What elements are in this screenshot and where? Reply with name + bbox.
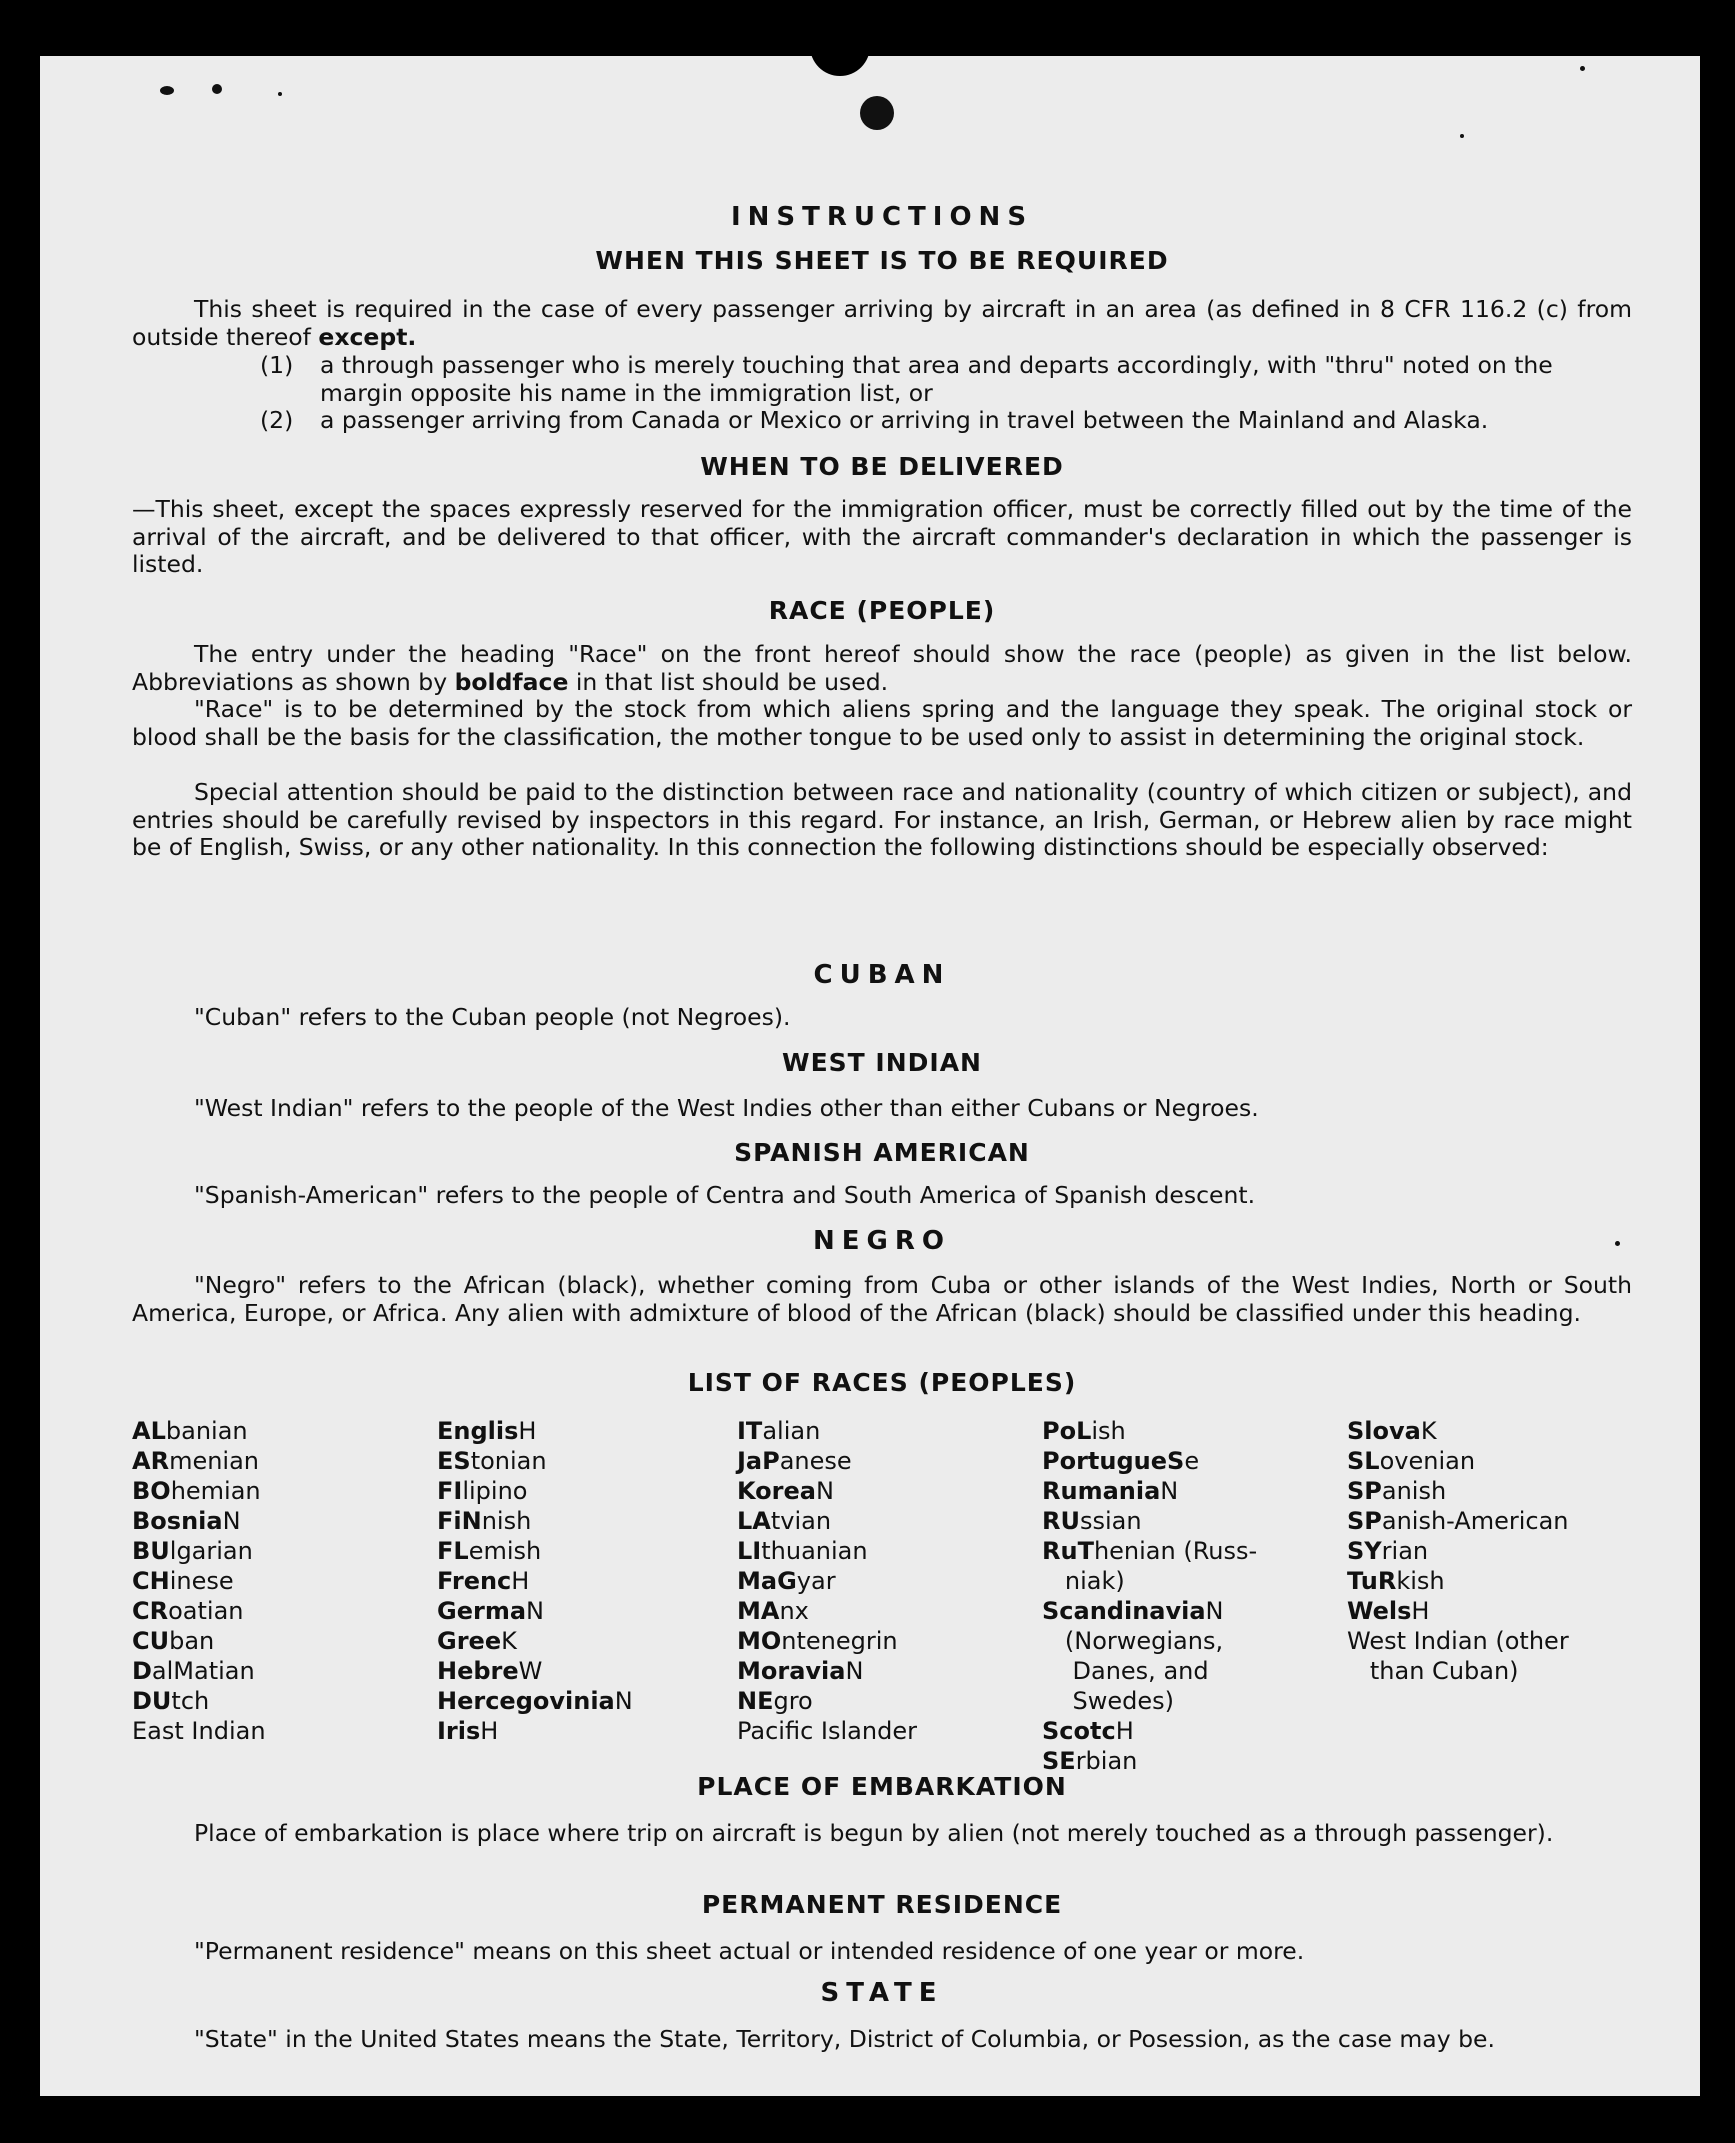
- race-list-item: [737, 1566, 917, 1596]
- race-name-rest: H: [518, 1417, 537, 1445]
- race-name-rest: banian: [165, 1417, 248, 1445]
- race-list-item: [1347, 1596, 1569, 1626]
- race-abbreviation: Gree: [437, 1627, 502, 1655]
- race-name-rest: menian: [169, 1447, 260, 1475]
- race-abbreviation: CH: [132, 1567, 170, 1595]
- race-list-item: [737, 1536, 917, 1566]
- race-name-rest: thuanian: [761, 1537, 868, 1565]
- race-list-item: [1042, 1566, 1257, 1596]
- cuban-paragraph: [132, 1004, 1632, 1032]
- race-list-item: [1347, 1656, 1569, 1686]
- race-abbreviation: PortugueS: [1042, 1447, 1185, 1475]
- race-list-item: [132, 1476, 266, 1506]
- race-abbreviation: SL: [1347, 1447, 1380, 1475]
- race-name-rest: H: [1115, 1717, 1134, 1745]
- race-p2-text: "Race" is to be determined by the stock from which aliens spring and the language they speak. The original stock or blood shall be the basis for the classification, the mother tongue to be used only to assist in determining the original stock.: [132, 695, 1632, 751]
- race-abbreviation: Korea: [737, 1477, 816, 1505]
- race-list-item: [737, 1596, 917, 1626]
- race-abbreviation: LI: [737, 1537, 762, 1565]
- race-abbreviation: FiN: [437, 1507, 482, 1535]
- race-abbreviation: SE: [1042, 1747, 1076, 1775]
- race-abbreviation: SP: [1347, 1477, 1382, 1505]
- race-name-rest: gro: [773, 1687, 813, 1715]
- race-name-rest: Danes, and: [1042, 1657, 1209, 1685]
- ink-speck: [278, 92, 282, 96]
- required-except: except.: [318, 322, 417, 351]
- race-list-item: [1347, 1626, 1569, 1656]
- race-abbreviation: RuT: [1042, 1537, 1094, 1565]
- race-abbreviation: D: [132, 1657, 152, 1685]
- section-heading-required: WHEN THIS SHEET IS TO BE REQUIRED: [595, 246, 1169, 275]
- race-abbreviation: Frenc: [437, 1567, 512, 1595]
- race-abbreviation: Hebre: [437, 1657, 519, 1685]
- race-abbreviation: AL: [132, 1417, 166, 1445]
- race-list-item: [132, 1596, 266, 1626]
- race-name-rest: ban: [169, 1627, 215, 1655]
- race-abbreviation: Moravia: [737, 1657, 846, 1685]
- section-heading-embarkation: PLACE OF EMBARKATION: [697, 1772, 1067, 1801]
- ink-speck: [212, 84, 222, 94]
- race-abbreviation: FL: [437, 1537, 469, 1565]
- race-name-rest: H: [480, 1717, 499, 1745]
- race-p1-text-end: in that list should be used.: [568, 667, 889, 696]
- race-list-item: [437, 1596, 633, 1626]
- race-list-item: [1042, 1476, 1257, 1506]
- race-column-4: [1042, 1416, 1257, 1776]
- race-abbreviation: Hercegovinia: [437, 1687, 615, 1715]
- race-name-rest: N: [845, 1657, 864, 1685]
- race-paragraph-1: [132, 641, 1632, 696]
- race-p1-text: The entry under the heading "Race" on the front hereof should show the race (people) as given in the list below. Abbreviations as shown by: [132, 640, 1632, 696]
- state-text: "State" in the United States means the State, Territory, District of Columbia, or Posession, as the case may be.: [194, 2025, 1495, 2053]
- race-list-item: [1042, 1536, 1257, 1566]
- race-name-rest: anese: [779, 1447, 852, 1475]
- required-paragraph: [132, 296, 1632, 351]
- race-list-item: [132, 1536, 266, 1566]
- section-heading-permanent-residence: PERMANENT RESIDENCE: [701, 1890, 1063, 1919]
- race-name-rest: emish: [468, 1537, 542, 1565]
- negro-text: "Negro" refers to the African (black), whether coming from Cuba or other islands of the West Indies, North or South America, Europe, or Africa. Any alien with admixture of blood of the African (black) should be classified under this heading.: [132, 1271, 1632, 1327]
- race-name-rest: W: [518, 1657, 543, 1685]
- race-name-rest: N: [526, 1597, 544, 1625]
- race-name-rest: ast Indian: [147, 1717, 266, 1745]
- race-list-item: [1042, 1506, 1257, 1536]
- race-abbreviation: MO: [737, 1627, 782, 1655]
- race-list-item: [132, 1506, 266, 1536]
- race-list-item: [737, 1476, 917, 1506]
- race-name-rest: lipino: [462, 1477, 528, 1505]
- race-column-5: [1347, 1416, 1569, 1686]
- race-name-rest: tvian: [770, 1507, 832, 1535]
- race-abbreviation: LA: [737, 1507, 771, 1535]
- race-list-item: [1347, 1416, 1569, 1446]
- race-list-item: [1042, 1686, 1257, 1716]
- race-list-item: [1042, 1416, 1257, 1446]
- race-abbreviation: AR: [132, 1447, 170, 1475]
- race-abbreviation: JaP: [737, 1447, 780, 1475]
- race-abbreviation: MA: [737, 1597, 780, 1625]
- race-name-rest: Swedes): [1042, 1687, 1175, 1715]
- race-name-rest: nx: [779, 1597, 809, 1625]
- race-name-rest: anish: [1381, 1477, 1447, 1505]
- race-abbreviation: CU: [132, 1627, 170, 1655]
- required-item-1-text: a through passenger who is merely touching that area and departs accordingly, with "thru" noted on the margin opposite his name in the immigration list, or: [320, 351, 1553, 407]
- race-list-item: [737, 1416, 917, 1446]
- required-item-2-text: a passenger arriving from Canada or Mexico or arriving in travel between the Mainland and Alaska.: [320, 406, 1489, 434]
- spanish-american-paragraph: [132, 1182, 1632, 1210]
- race-name-rest: inese: [169, 1567, 234, 1595]
- race-abbreviation: BU: [132, 1537, 170, 1565]
- race-name-rest: kish: [1396, 1567, 1445, 1595]
- race-list-item: [737, 1446, 917, 1476]
- ink-speck: [160, 86, 174, 95]
- race-list-item: [132, 1686, 266, 1716]
- race-name-rest: anish-American: [1381, 1507, 1569, 1535]
- paper-tear: [810, 56, 870, 76]
- race-list-item: [437, 1626, 633, 1656]
- race-abbreviation: DU: [132, 1687, 172, 1715]
- race-name-rest: N: [1160, 1477, 1179, 1505]
- race-abbreviation: Rumania: [1042, 1477, 1161, 1505]
- race-name-rest: (other: [1487, 1627, 1569, 1655]
- race-name-rest: K: [1420, 1417, 1437, 1445]
- race-list-item: [132, 1566, 266, 1596]
- page-title: INSTRUCTIONS: [730, 202, 1034, 232]
- race-list-item: [437, 1506, 633, 1536]
- residence-text: "Permanent residence" means on this sheet actual or intended residence of one year or more.: [194, 1937, 1305, 1965]
- race-column-2: [437, 1416, 633, 1746]
- race-name-rest: yar: [796, 1567, 836, 1595]
- race-list-item: [132, 1626, 266, 1656]
- race-list-item: [132, 1416, 266, 1446]
- section-heading-spanish-american: SPANISH AMERICAN: [734, 1138, 1030, 1167]
- required-item-2-number: (2): [260, 406, 294, 434]
- race-list-item: [437, 1476, 633, 1506]
- race-list-item: [1347, 1506, 1569, 1536]
- state-paragraph: [132, 2026, 1632, 2054]
- race-abbreviation: Germa: [437, 1597, 527, 1625]
- race-abbreviation: Scandinavia: [1042, 1597, 1206, 1625]
- race-abbreviation: Englis: [437, 1417, 519, 1445]
- race-abbreviation: West Indian: [1347, 1627, 1488, 1655]
- race-abbreviation: Slova: [1347, 1417, 1421, 1445]
- race-list-item: [1042, 1446, 1257, 1476]
- race-abbreviation: RU: [1042, 1507, 1080, 1535]
- negro-paragraph: [132, 1272, 1632, 1327]
- west-indian-paragraph: [132, 1095, 1632, 1123]
- race-name-rest: tch: [171, 1687, 210, 1715]
- race-list-item: [437, 1566, 633, 1596]
- race-name-rest: N: [815, 1477, 834, 1505]
- race-abbreviation: P: [737, 1717, 751, 1745]
- race-name-rest: H: [511, 1567, 530, 1595]
- race-name-rest: oatian: [168, 1597, 244, 1625]
- race-list-item: [437, 1656, 633, 1686]
- race-name-rest: than Cuban): [1347, 1657, 1519, 1685]
- race-list-item: [132, 1656, 266, 1686]
- race-name-rest: hemian: [170, 1477, 261, 1505]
- race-abbreviation: CR: [132, 1597, 169, 1625]
- race-name-rest: H: [1411, 1597, 1430, 1625]
- race-list-item: [132, 1446, 266, 1476]
- race-list-item: [1347, 1536, 1569, 1566]
- race-abbreviation: Bosnia: [132, 1507, 223, 1535]
- race-paragraph-2: [132, 696, 1632, 751]
- race-list-item: [437, 1446, 633, 1476]
- race-list-item: [437, 1716, 633, 1746]
- race-name-rest: niak): [1042, 1567, 1125, 1595]
- embarkation-text: Place of embarkation is place where trip on aircraft is begun by alien (not merely touched as a through passenger).: [194, 1819, 1554, 1847]
- race-name-rest: rbian: [1075, 1747, 1138, 1775]
- required-item-1-number: (1): [260, 351, 294, 379]
- race-name-rest: ovenian: [1379, 1447, 1476, 1475]
- race-abbreviation: ES: [437, 1447, 471, 1475]
- race-list-item: [1042, 1716, 1257, 1746]
- race-abbreviation: Iris: [437, 1717, 481, 1745]
- race-list-item: [1042, 1626, 1257, 1656]
- race-abbreviation: Wels: [1347, 1597, 1412, 1625]
- race-p3-text: Special attention should be paid to the distinction between race and nationality (country of which citizen or subject), and entries should be carefully revised by inspectors in this regard. For instance, an Irish, German, or Hebrew alien by race might be of English, Swiss, or any other nationality. In this connection the following distinctions should be especially observed:: [132, 778, 1632, 861]
- west-indian-text: "West Indian" refers to the people of the West Indies other than either Cubans or Negroes.: [194, 1094, 1259, 1122]
- race-name-rest: N: [222, 1507, 241, 1535]
- race-name-rest: e: [1184, 1447, 1200, 1475]
- race-list-item: [132, 1716, 266, 1746]
- race-list-item: [1042, 1656, 1257, 1686]
- delivered-paragraph: —This sheet, except the spaces expressly reserved for the immigration officer, must be correctly filled out by the time of the arrival of the aircraft, and be delivered to that officer, with the aircraft commander's declaration in which the passenger is listed.: [132, 495, 1632, 578]
- ink-speck: [1460, 134, 1464, 138]
- ink-speck: [1580, 66, 1585, 71]
- race-list-item: [437, 1686, 633, 1716]
- race-column-3: [737, 1416, 917, 1746]
- race-list-item: [737, 1506, 917, 1536]
- section-heading-negro: NEGRO: [813, 1226, 951, 1256]
- race-list-item: [737, 1686, 917, 1716]
- race-list-item: [737, 1626, 917, 1656]
- race-list-item: [1042, 1596, 1257, 1626]
- section-heading-delivered: WHEN TO BE DELIVERED: [700, 452, 1064, 481]
- race-name-rest: acific Islander: [750, 1717, 917, 1745]
- section-heading-state: STATE: [820, 1978, 944, 2008]
- race-list-item: [737, 1656, 917, 1686]
- race-name-rest: (Norwegians,: [1042, 1627, 1224, 1655]
- embarkation-paragraph: [132, 1820, 1632, 1848]
- race-list-item: [737, 1716, 917, 1746]
- race-abbreviation: BO: [132, 1477, 171, 1505]
- race-list-item: [437, 1416, 633, 1446]
- race-abbreviation: E: [132, 1717, 148, 1745]
- race-abbreviation: Scotc: [1042, 1717, 1116, 1745]
- race-p1-bold: boldface: [454, 667, 569, 696]
- section-heading-race: RACE (PEOPLE): [768, 596, 996, 625]
- race-list-item: [1347, 1566, 1569, 1596]
- race-abbreviation: TuR: [1347, 1567, 1397, 1595]
- race-list-item: [437, 1536, 633, 1566]
- race-list-item: [1347, 1446, 1569, 1476]
- race-name-rest: tonian: [470, 1447, 547, 1475]
- race-name-rest: N: [614, 1687, 633, 1715]
- required-text: This sheet is required in the case of every passenger arriving by aircraft in an area (as defined in 8 CFR 116.2 (c) from outside thereof: [132, 295, 1632, 351]
- race-name-rest: K: [501, 1627, 517, 1655]
- race-name-rest: alian: [762, 1417, 821, 1445]
- race-abbreviation: PoL: [1042, 1417, 1092, 1445]
- race-name-rest: henian (Russ-: [1093, 1537, 1258, 1565]
- race-list-item: [1347, 1476, 1569, 1506]
- race-abbreviation: NE: [737, 1687, 774, 1715]
- ink-blot: [860, 96, 894, 130]
- race-name-rest: ntenegrin: [781, 1627, 898, 1655]
- section-heading-list-of-races: LIST OF RACES (PEOPLES): [687, 1368, 1077, 1397]
- race-name-rest: alMatian: [151, 1657, 255, 1685]
- cuban-text: "Cuban" refers to the Cuban people (not Negroes).: [194, 1003, 791, 1031]
- race-name-rest: ish: [1091, 1417, 1126, 1445]
- race-name-rest: ssian: [1079, 1507, 1142, 1535]
- spanish-american-text: "Spanish-American" refers to the people of Centra and South America of Spanish descent.: [194, 1181, 1256, 1209]
- race-abbreviation: FI: [437, 1477, 463, 1505]
- race-abbreviation: SP: [1347, 1507, 1382, 1535]
- race-column-1: [132, 1416, 266, 1746]
- section-heading-cuban: CUBAN: [813, 960, 951, 990]
- race-name-rest: lgarian: [169, 1537, 253, 1565]
- residence-paragraph: [132, 1938, 1632, 1966]
- race-abbreviation: SY: [1347, 1537, 1382, 1565]
- document-sheet: [40, 56, 1700, 2096]
- race-paragraph-3: [132, 779, 1632, 862]
- race-name-rest: rian: [1381, 1537, 1429, 1565]
- race-abbreviation: IT: [737, 1417, 763, 1445]
- section-heading-west-indian: WEST INDIAN: [782, 1048, 982, 1077]
- race-name-rest: nish: [481, 1507, 532, 1535]
- race-abbreviation: MaG: [737, 1567, 797, 1595]
- race-name-rest: N: [1205, 1597, 1224, 1625]
